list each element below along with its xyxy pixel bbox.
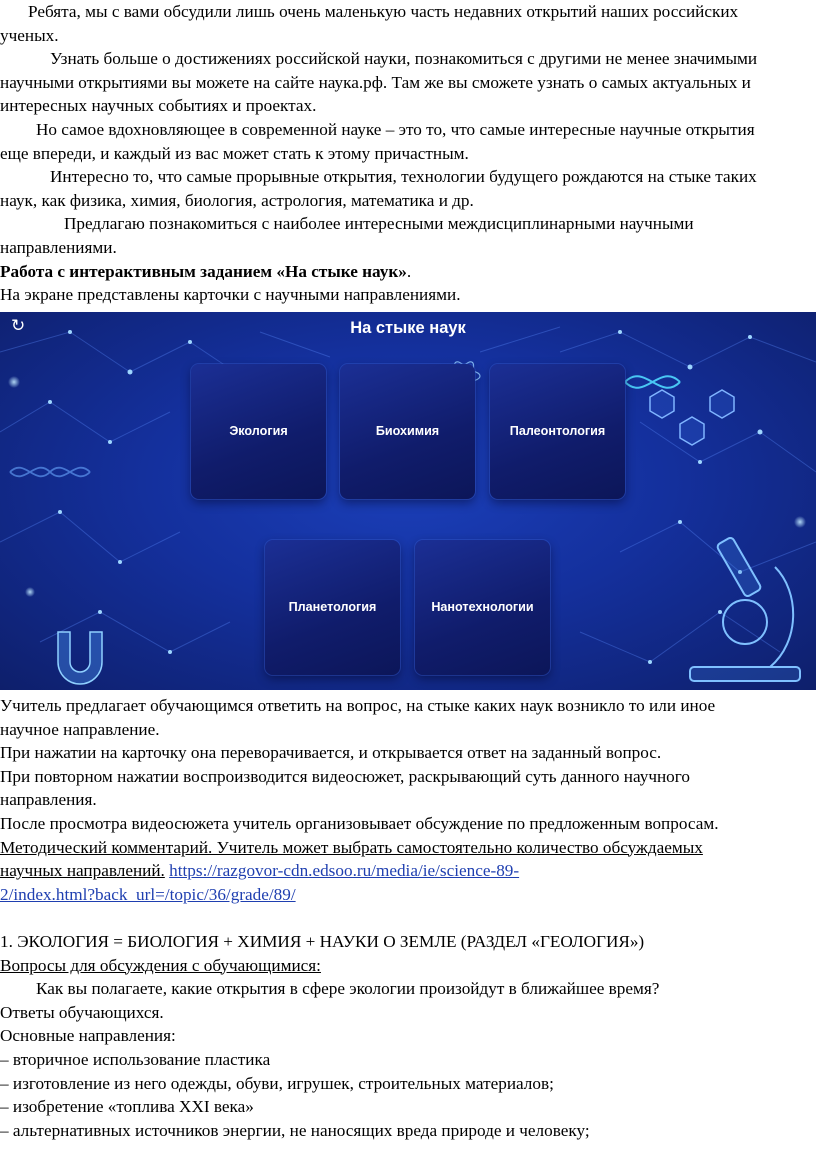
intro-paragraph-5: Предлагаю познакомиться с наиболее интересными междисциплинарными научными направлениями.: [0, 214, 694, 257]
after-text: [0, 694, 812, 1142]
after-paragraph-3: При повторном нажатии воспроизводится видеосюжет, раскрывающий суть данного научного направления.: [0, 766, 690, 810]
card-paleontology[interactable]: Палеонтология: [490, 364, 625, 499]
interactive-screenshot: [0, 312, 816, 690]
reload-icon[interactable]: ↻: [11, 316, 26, 336]
screen-description: На экране представлены карточки с научными направлениями.: [0, 285, 461, 305]
direction-item: – изготовление из него одежды, обуви, игрушек, строительных материалов;: [0, 1073, 554, 1093]
resource-link[interactable]: https://razgovor-cdn.edsoo.ru/media/ie/science-89-: [169, 861, 520, 881]
card-planetology[interactable]: Планетология: [265, 540, 400, 675]
after-paragraph-1: Учитель предлагает обучающимся ответить на вопрос, на стыке каких наук возникло то или иное научное направление.: [0, 696, 716, 739]
discussion-question: Как вы полагаете, какие открытия в сфере экологии произойдут в ближайшее время?: [36, 979, 660, 999]
questions-label: Вопросы для обсуждения с обучающимися:: [0, 955, 321, 975]
intro-paragraph-3: Но самое вдохновляющее в современной науке – это то, что самые интересные научные открытия еще впереди, и каждый из вас может стать к этому причастным.: [0, 119, 755, 163]
intro-paragraph-2: Узнать больше о достижениях российской науки, познакомиться с другими не менее значимыми научными открытиями вы можете на сайте наука.рф. Там же вы сможете узнать о самых актуальных и интересных научных событиях и проектах.: [0, 49, 758, 116]
card-biochemistry[interactable]: Биохимия: [340, 364, 475, 499]
direction-item: – альтернативных источников энергии, не наносящих вреда природе и человеку;: [0, 1120, 590, 1140]
answers-label: Ответы обучающихся.: [0, 1002, 164, 1022]
directions-label: Основные направления:: [0, 1026, 176, 1046]
card-ecology[interactable]: Экология: [191, 364, 326, 499]
direction-item: – изобретение «топлива XXI века»: [0, 1097, 254, 1117]
direction-item: – вторичное использование пластика: [0, 1049, 271, 1069]
after-paragraph-2: При нажатии на карточку она переворачивается, и открывается ответ на заданный вопрос.: [0, 743, 662, 763]
blank-line: [0, 906, 812, 930]
card-nanotechnology[interactable]: Нанотехнологии: [415, 540, 550, 675]
after-paragraph-4: После просмотра видеосюжета учитель организовывает обсуждение по предложенным вопросам.: [0, 813, 719, 833]
intro-paragraph-1: Ребята, мы с вами обсудили лишь очень маленькую часть недавних открытий наших российских ученых.: [0, 2, 739, 45]
intro-text: [0, 0, 812, 307]
task-heading: Работа с интерактивным заданием «На стыке наук».: [0, 261, 412, 281]
intro-paragraph-4: Интересно то, что самые прорывные открытия, технологии будущего рождаются на стыке таких наук, как физика, химия, биология, астрология, математика и др.: [0, 167, 757, 210]
app-title: На стыке наук: [350, 319, 466, 337]
section-title: 1. ЭКОЛОГИЯ = БИОЛОГИЯ + ХИМИЯ + НАУКИ О ЗЕМЛЕ (РАЗДЕЛ «ГЕОЛОГИЯ»): [0, 931, 645, 951]
methodical-comment: Методический комментарий. Учитель может выбрать самостоятельно количество обсуждаемых научных направлений. https://razgovor-cdn.edsoo.ru/media/ie/science-89- 2/index.html?back_url=/topic/36/grade/89/: [0, 837, 703, 904]
resource-link-continued[interactable]: 2/index.html?back_url=/topic/36/grade/89/: [0, 884, 296, 904]
